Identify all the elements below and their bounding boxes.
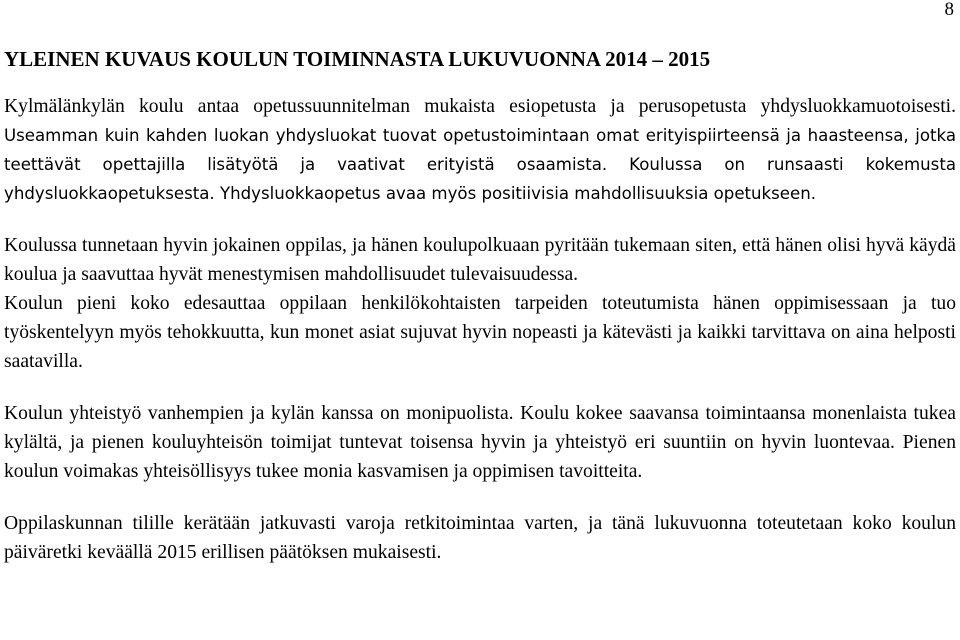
paragraph-pupils: Koulussa tunnetaan hyvin jokainen oppilas, ja hänen koulupolkuaan pyritään tukemaan siten, että hänen olisi hyvä käydä koulua ja saavuttaa hyvät menestymisen mahdollisuudet tulevaisuudessa. xyxy=(4,235,956,285)
paragraph-cooperation: Koulun yhteistyö vanhempien ja kylän kanssa on monipuolista. Koulu kokee saavansa toimintaansa monenlaista tukea kylältä, ja pienen kouluyhteisön toimijat tuntevat toisensa hyvin ja yhteistyö eri suuntiin on hyvin luontevaa. Pienen koulun voimakas yhteisöllisyys tukee monia kasvamisen ja oppimisen tavoitteita. xyxy=(4,403,956,482)
paragraph-intro-sans: Useamman kuin kahden luokan yhdysluokat tuovat opetustoimintaan omat erityispiirteensä ja haasteensa, jotka teettävät opettajilla lisätyötä ja vaativat erityistä osaamista. Koulussa on runsaasti kokemusta yhdysluokkaopetuksesta. Yhdysluokkaopetus avaa myös positiivisia mahdollisuuksia opetukseen. xyxy=(4,126,956,203)
paragraph-school-size: Koulun pieni koko edesauttaa oppilaan henkilökohtaisten tarpeiden toteutumista hänen oppimisessaan ja tuo työskentelyyn myös tehokkuutta, kun monet asiat sujuvat hyvin nopeasti ja kätevästi ja kaikki tarvittava on aina helposti saatavilla. xyxy=(4,293,956,372)
paragraph-intro-serif: Kylmälänkylän koulu antaa opetussuunnitelman mukaista esiopetusta ja perusopetusta yhdysluokkamuotoisesti. xyxy=(4,96,956,117)
document-body xyxy=(4,46,956,590)
paragraph-student-council: Oppilaskunnan tilille kerätään jatkuvasti varoja retkitoimintaa varten, ja tänä lukuvuonna toteutetaan koko koulun päiväretki keväällä 2015 erillisen päätöksen mukaisesti. xyxy=(4,513,956,563)
paragraph-intro xyxy=(4,92,956,208)
page-number: 8 xyxy=(944,0,954,20)
section-heading: YLEINEN KUVAUS KOULUN TOIMINNASTA LUKUVUONNA 2014 – 2015 xyxy=(4,47,711,71)
